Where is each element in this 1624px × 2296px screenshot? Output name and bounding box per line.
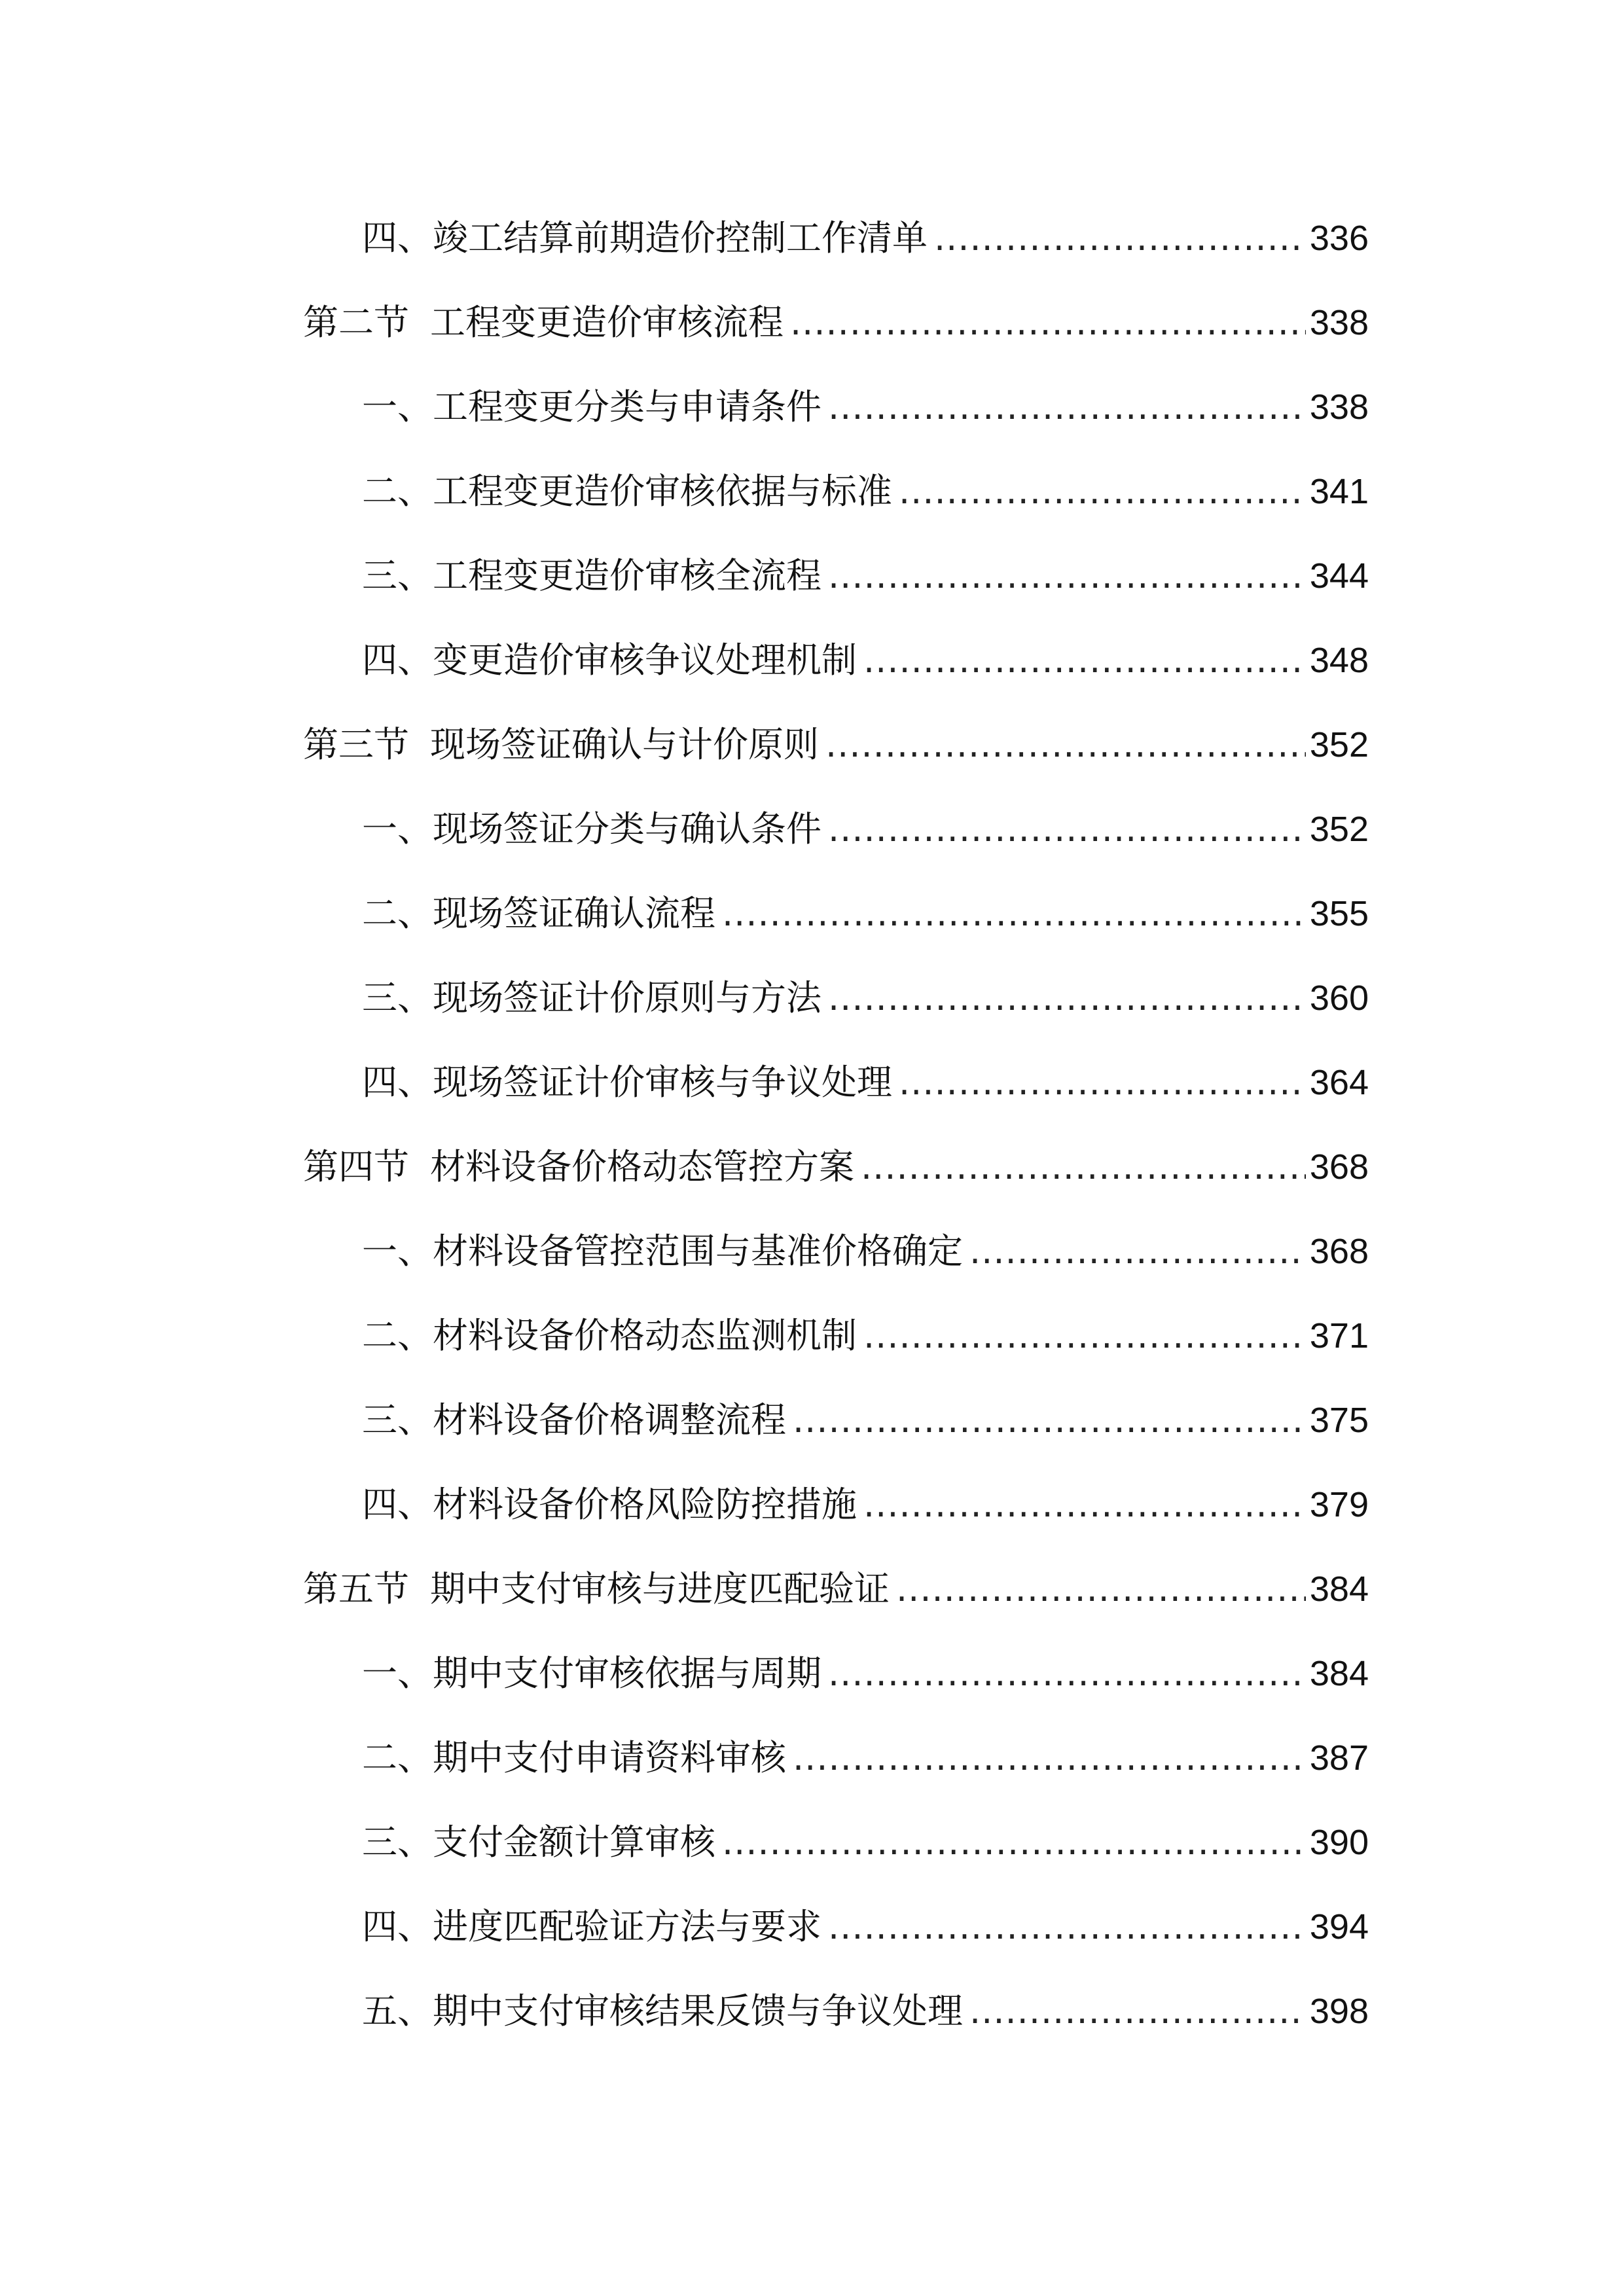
- toc-dot-leader: [934, 212, 1306, 264]
- toc-entry[interactable]: [362, 888, 1369, 940]
- toc-dot-leader: [828, 381, 1306, 433]
- toc-section-label: 第二节: [303, 302, 409, 343]
- toc-page-number: 344: [1309, 556, 1369, 596]
- toc-entry-title: 三、支付金额计算审核: [362, 1821, 715, 1863]
- toc-entry[interactable]: [362, 972, 1369, 1024]
- toc-entry-title: 二、现场签证确认流程: [362, 893, 715, 934]
- toc-entry-title: 现场签证确认与计价原则: [430, 724, 819, 765]
- toc-page-number: 338: [1309, 303, 1369, 342]
- toc-entry-title: 一、材料设备管控范围与基准价格确定: [362, 1230, 963, 1272]
- toc-dot-leader: [863, 634, 1306, 687]
- toc-entry-title: 二、期中支付申请资料审核: [362, 1737, 786, 1778]
- toc-section-entry[interactable]: [303, 296, 1369, 349]
- toc-entry-title: 三、材料设备价格调整流程: [362, 1399, 786, 1441]
- toc-page-number: 379: [1309, 1485, 1369, 1524]
- toc-entry[interactable]: [362, 1225, 1369, 1278]
- toc-dot-leader: [790, 296, 1306, 349]
- toc-entry-title: 期中支付审核与进度匹配验证: [430, 1568, 890, 1609]
- toc-dot-leader: [863, 1479, 1306, 1531]
- toc-dot-leader: [828, 972, 1306, 1024]
- toc-entry-title: 四、变更造价审核争议处理机制: [362, 639, 857, 681]
- toc-entry[interactable]: [362, 381, 1369, 433]
- toc-entry[interactable]: [362, 1479, 1369, 1531]
- toc-section-entry[interactable]: [303, 1141, 1369, 1193]
- toc-page-number: 364: [1309, 1063, 1369, 1102]
- toc-dot-leader: [722, 888, 1306, 940]
- toc-dot-leader: [828, 1901, 1306, 1953]
- toc-dot-leader: [899, 465, 1306, 518]
- toc-entry-title: 一、工程变更分类与申请条件: [362, 386, 821, 427]
- toc-page-number: 352: [1309, 810, 1369, 849]
- toc-section-label: 第四节: [303, 1146, 409, 1187]
- toc-page-number: 341: [1309, 472, 1369, 511]
- toc-entry[interactable]: [362, 212, 1369, 264]
- toc-entry[interactable]: [362, 550, 1369, 602]
- toc-dot-leader: [896, 1563, 1306, 1615]
- toc-dot-leader: [828, 1647, 1306, 1700]
- toc-page-number: 338: [1309, 387, 1369, 427]
- toc-entry[interactable]: [362, 1732, 1369, 1784]
- toc-entry-title: 一、期中支付审核依据与周期: [362, 1653, 821, 1694]
- toc-page-number: 368: [1309, 1147, 1369, 1187]
- toc-entry[interactable]: [362, 1985, 1369, 2037]
- toc-page-number: 336: [1309, 219, 1369, 258]
- toc-page-number: 390: [1309, 1823, 1369, 1862]
- toc-entry[interactable]: [362, 1901, 1369, 1953]
- toc-section-entry[interactable]: [303, 1563, 1369, 1615]
- toc-entry[interactable]: [362, 634, 1369, 687]
- toc-dot-leader: [863, 1310, 1306, 1362]
- toc-dot-leader: [969, 1225, 1306, 1278]
- toc-page-number: 348: [1309, 641, 1369, 680]
- toc-entry-title: 三、工程变更造价审核全流程: [362, 555, 821, 596]
- toc-dot-leader: [722, 1816, 1306, 1869]
- toc-entry-title: 四、竣工结算前期造价控制工作清单: [362, 217, 928, 259]
- toc-entry[interactable]: [362, 465, 1369, 518]
- toc-entry[interactable]: [362, 803, 1369, 855]
- toc-section-label: 第三节: [303, 724, 409, 765]
- toc-entry[interactable]: [362, 1816, 1369, 1869]
- toc-entry-title: 材料设备价格动态管控方案: [430, 1146, 854, 1187]
- toc-page-number: 387: [1309, 1738, 1369, 1778]
- toc-dot-leader: [969, 1985, 1306, 2037]
- toc-entry-title: 四、进度匹配验证方法与要求: [362, 1906, 821, 1947]
- toc-dot-leader: [793, 1394, 1306, 1446]
- toc-entry-title: 四、材料设备价格风险防控措施: [362, 1484, 857, 1525]
- toc-entry[interactable]: [362, 1647, 1369, 1700]
- toc-entry-title: 一、现场签证分类与确认条件: [362, 808, 821, 850]
- toc-page-number: 394: [1309, 1907, 1369, 1946]
- toc-dot-leader: [828, 803, 1306, 855]
- toc-page-number: 375: [1309, 1401, 1369, 1440]
- toc-section-label: 第五节: [303, 1568, 409, 1609]
- toc-entry-title: 二、工程变更造价审核依据与标准: [362, 471, 892, 512]
- toc-page-number: 355: [1309, 894, 1369, 933]
- toc-page-number: 398: [1309, 1992, 1369, 2031]
- toc-entry-title: 四、现场签证计价审核与争议处理: [362, 1062, 892, 1103]
- toc-dot-leader: [793, 1732, 1306, 1784]
- toc-page-number: 384: [1309, 1570, 1369, 1609]
- toc-entry[interactable]: [362, 1056, 1369, 1109]
- toc-section-entry[interactable]: [303, 719, 1369, 771]
- toc-page-number: 371: [1309, 1316, 1369, 1355]
- toc-entry-title: 五、期中支付审核结果反馈与争议处理: [362, 1990, 963, 2032]
- toc-entry-title: 三、现场签证计价原则与方法: [362, 977, 821, 1018]
- toc-entry-title: 工程变更造价审核流程: [430, 302, 784, 343]
- toc-entry[interactable]: [362, 1394, 1369, 1446]
- toc-dot-leader: [828, 550, 1306, 602]
- toc-page-number: 368: [1309, 1232, 1369, 1271]
- toc-entry[interactable]: [362, 1310, 1369, 1362]
- toc-page-number: 352: [1309, 725, 1369, 764]
- toc-dot-leader: [825, 719, 1306, 771]
- toc-dot-leader: [899, 1056, 1306, 1109]
- toc-dot-leader: [861, 1141, 1306, 1193]
- toc-entry-title: 二、材料设备价格动态监测机制: [362, 1315, 857, 1356]
- toc-page-number: 384: [1309, 1654, 1369, 1693]
- toc-page-number: 360: [1309, 978, 1369, 1018]
